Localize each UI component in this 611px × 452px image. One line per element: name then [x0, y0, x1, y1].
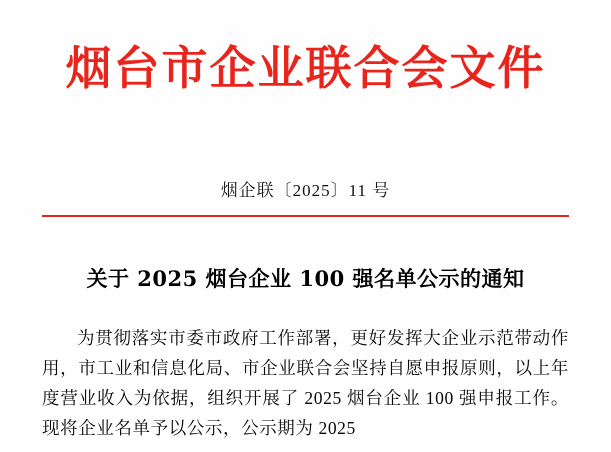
body-paragraph-1: 为贯彻落实市委市政府工作部署，更好发挥大企业示范带动作用，市工业和信息化局、市企业联合会坚持自愿申报原则，以上年度营业收入为依据，组织开展了 2025 烟台企业 100 强申报工作。现将企业名单予以公示，公示期为 2025: [42, 327, 569, 438]
document-header-title: 烟台市企业联合会文件: [65, 41, 546, 95]
red-divider-rule: [42, 215, 569, 217]
document-subject-title: 关于 2025 烟台企业 100 强名单公示的通知: [86, 265, 525, 291]
document-header: [42, 0, 569, 98]
document-body: [42, 323, 569, 443]
document-number: 烟企联〔2025〕11 号: [220, 180, 391, 200]
